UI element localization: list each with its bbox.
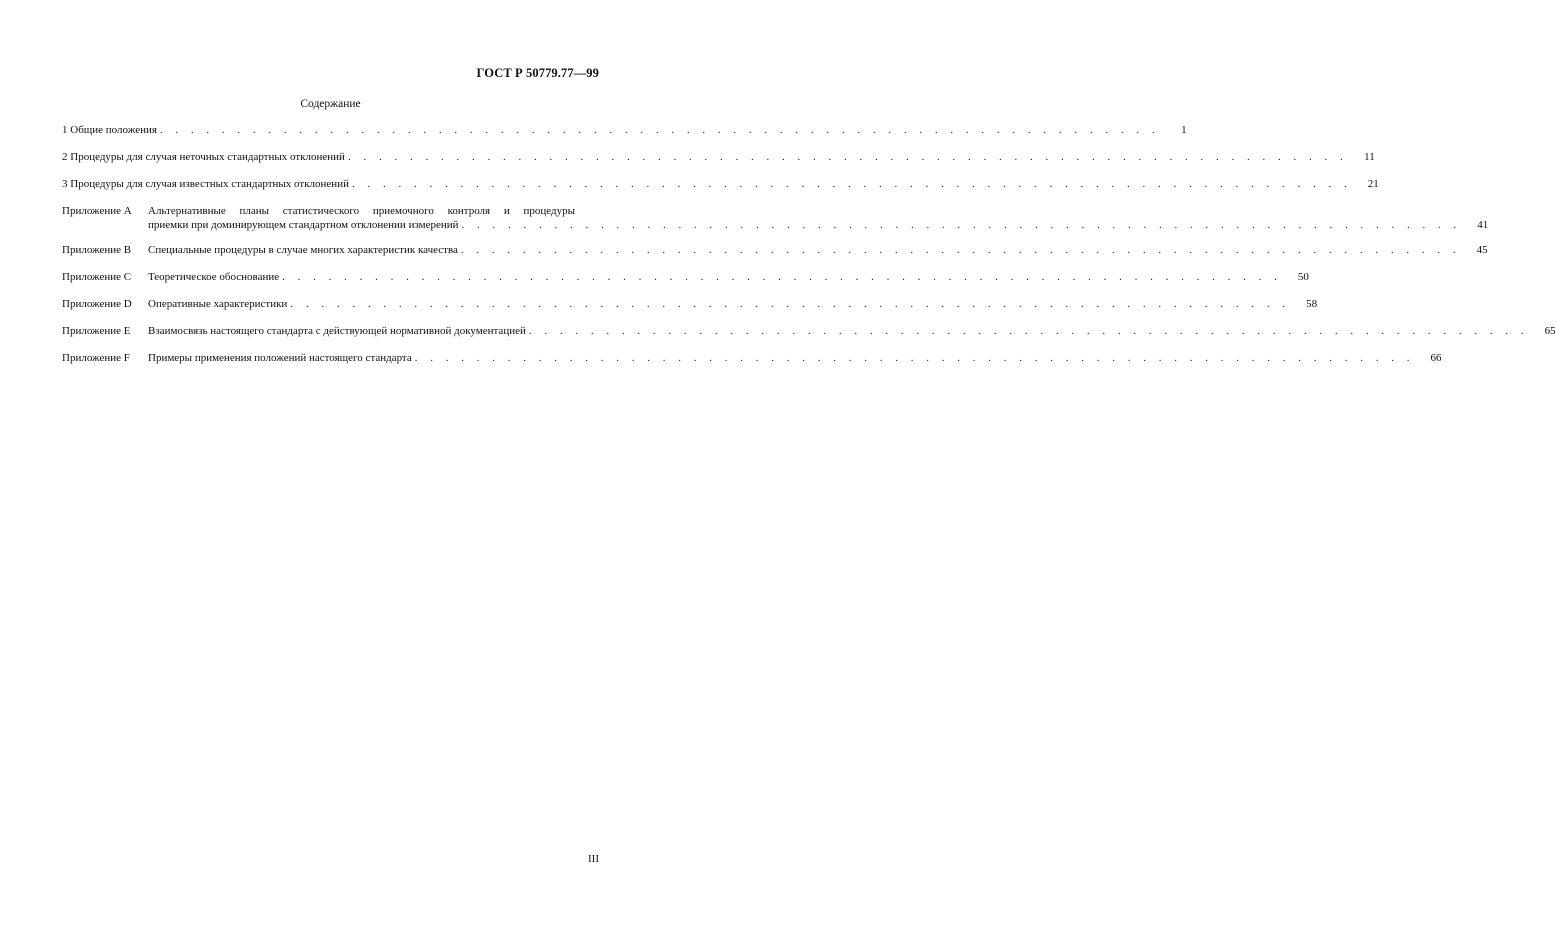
dot-leader: . . . . . . . . . . . . . . . . . . . . . . . . . . . . . . . . . . . . . . . . . . . . . . . . . . . . . . . . . . . . . . . . .	[528, 325, 1529, 337]
dot-leader: . . . . . . . . . . . . . . . . . . . . . . . . . . . . . . . . . . . . . . . . . . . . . . . . . . . . . . . . . . . . . . . . .	[282, 271, 1282, 283]
toc-entry-page: 66	[1430, 352, 1442, 364]
toc-appendix-a[interactable]	[62, 205, 1489, 233]
appendix-label: Приложение Е	[62, 325, 131, 337]
toc-entry-title: 1 Общие положения	[62, 124, 157, 136]
toc-entry-page: 50	[1297, 271, 1309, 283]
toc-entry-1[interactable]	[62, 124, 1187, 138]
toc-title: Содержание	[300, 98, 361, 110]
appendix-label: Приложение D	[62, 298, 132, 310]
dot-leader: . . . . . . . . . . . . . . . . . . . . . . . . . . . . . . . . . . . . . . . . . . . . . . . . . . . . . . . . . . . . . . . . .	[290, 298, 1291, 310]
toc-entry-page: 45	[1476, 244, 1488, 256]
toc-entry-page: 58	[1306, 298, 1318, 310]
appendix-label: Приложение А	[62, 205, 132, 217]
document-code: ГОСТ Р 50779.77—99	[476, 66, 599, 80]
toc-entry-page: 41	[1477, 218, 1489, 231]
appendix-title: Примеры применения положений настоящего стандарта	[148, 352, 412, 364]
appendix-label: Приложение F	[62, 352, 130, 364]
dot-leader: . . . . . . . . . . . . . . . . . . . . . . . . . . . . . . . . . . . . . . . . . . . . . . . . . . . . . . . . . . . . . . . . .	[347, 151, 1348, 163]
dot-leader: . . . . . . . . . . . . . . . . . . . . . . . . . . . . . . . . . . . . . . . . . . . . . . . . . . . . . . . . . . . . . . . . .	[159, 124, 1160, 136]
page-number: III	[588, 853, 599, 865]
appendix-title: Специальные процедуры в случае многих характеристик качества	[148, 244, 458, 256]
appendix-title: Оперативные характеристики	[148, 298, 288, 310]
appendix-title: Теоретическое обоснование	[148, 271, 280, 283]
toc-entry-page: 65	[1544, 325, 1556, 337]
appendix-label: Приложение В	[62, 244, 132, 256]
toc-entry-page: 21	[1367, 178, 1379, 190]
toc-entry-title: 2 Процедуры для случая неточных стандартных отклонений	[62, 151, 345, 163]
dot-leader: . . . . . . . . . . . . . . . . . . . . . . . . . . . . . . . . . . . . . . . . . . . . . . . . . . . . . . . . . . . . . . . . .	[461, 218, 1462, 231]
appendix-title: Взаимосвязь настоящего стандарта с действующей нормативной документацией	[148, 325, 526, 337]
dot-leader: . . . . . . . . . . . . . . . . . . . . . . . . . . . . . . . . . . . . . . . . . . . . . . . . . . . . . . . . . . . . . . . . .	[460, 244, 1461, 256]
toc-entry-2[interactable]	[62, 151, 1375, 165]
appendix-title-line-2: приемки при доминирующем стандартном отклонении измерений	[148, 218, 459, 231]
toc-entry-3[interactable]	[62, 178, 1379, 192]
dot-leader: . . . . . . . . . . . . . . . . . . . . . . . . . . . . . . . . . . . . . . . . . . . . . . . . . . . . . . . . . . . . . . . . .	[351, 178, 1352, 190]
toc-entry-page: 1	[1181, 124, 1187, 136]
appendix-title-line-1: Альтернативные планы статистического приемочного контроля и процедуры	[148, 205, 575, 217]
appendix-label: Приложение С	[62, 271, 132, 283]
toc-entry-page: 11	[1364, 151, 1375, 163]
dot-leader: . . . . . . . . . . . . . . . . . . . . . . . . . . . . . . . . . . . . . . . . . . . . . . . . . . . . . . . . . . . . . . . . .	[414, 352, 1415, 364]
toc-entry-title: 3 Процедуры для случая известных стандартных отклонений	[62, 178, 349, 190]
